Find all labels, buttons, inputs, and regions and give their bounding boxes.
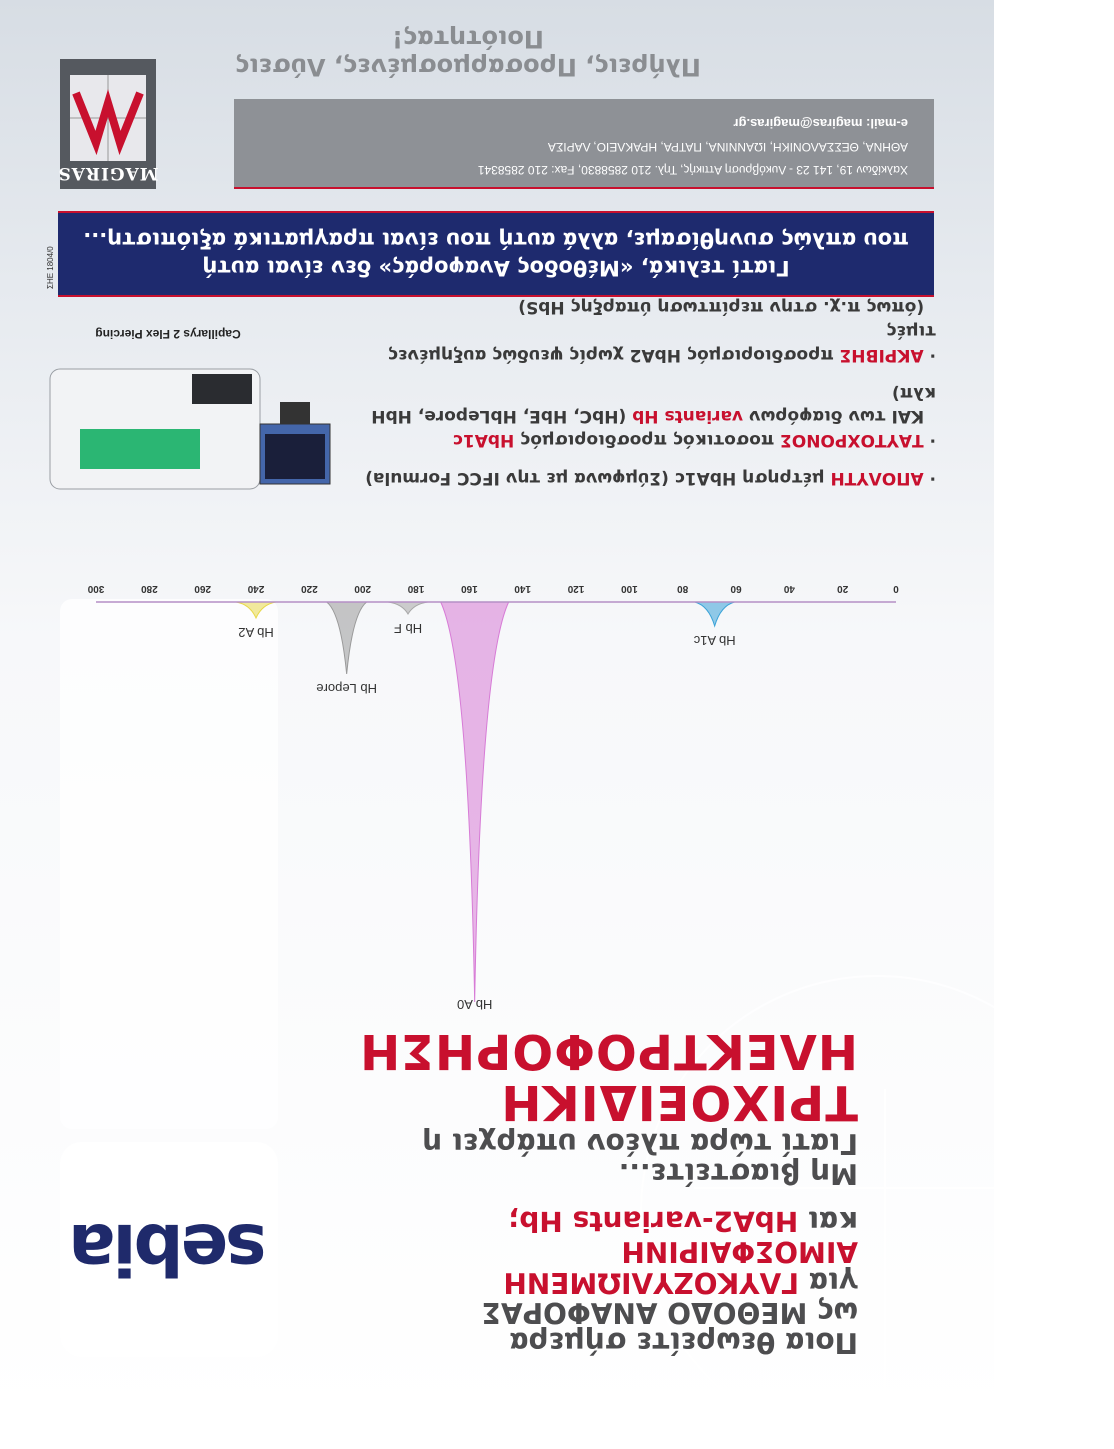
headline [298, 1024, 858, 1357]
x-tick-2: 40 [783, 583, 795, 594]
x-tick-8: 160 [460, 583, 478, 594]
peak-label-4: Hb A2 [238, 625, 274, 640]
x-tick-0: 0 [893, 583, 899, 594]
bullet-1: · ΑΠΟΛΥΤΗ μέτρηση HbA1c (Σύμφωνα με την IFCC Formula) [365, 468, 936, 488]
background-crosshair-v [884, 1089, 886, 1419]
document-code: ΣΗΕ 1804/0 [46, 246, 55, 289]
address-line-2: ΑΘΗΝΑ, ΘΕΣΣΑΛΟΝΙΚΗ, ΙΩΑΝΝΙΝΑ, ΠΑΤΡΑ, ΗΡΑΚΛΕΙΟ, ΛΑΡΙΣΑ [547, 140, 908, 155]
sebia-logo [60, 1142, 278, 1357]
headline-line-1: Ποια θεωρείτε σήμερα [509, 1326, 858, 1359]
x-tick-12: 240 [247, 583, 265, 594]
x-tick-4: 80 [677, 583, 689, 594]
x-tick-9: 180 [407, 583, 425, 594]
magiras-logo [57, 59, 159, 189]
x-tick-15: 300 [87, 583, 105, 594]
statement-banner [58, 211, 934, 297]
bullet-1-text: μέτρηση HbA1c (Σύμφωνα με την IFCC Formula) [365, 468, 831, 488]
x-tick-7: 140 [514, 583, 532, 594]
peak-label-2: Hb F [393, 621, 423, 636]
bullet-2-text: ποσοτικός προσδιορισμός [514, 430, 781, 451]
banner-line-1: Γιατί τελικά, «Μέθοδος Αναφοράς» δεν είναι αυτή [202, 256, 790, 281]
slogan: Πλήρεις, Προσαρμοσμένες, Λύσεις Ποιότητας! [235, 25, 701, 81]
peak-2 [388, 602, 428, 614]
x-tick-5: 100 [620, 583, 638, 594]
bullet-2-line2-prefix: ΚΑΙ των διαφόρων [743, 406, 925, 427]
peak-3 [327, 602, 367, 674]
peak-label-0: Hb A1c [693, 633, 736, 648]
electropherogram-chart [87, 564, 899, 1014]
headline-line-3 [298, 1235, 858, 1299]
headline-prefix-4: και [798, 1205, 858, 1239]
bullet-2-line2-suffix: (HbC, HbE, HbLepore, HbH κλπ) [371, 382, 936, 427]
bullet-3-text: προσδιορισμός HbA2 χωρίς ψευδώς αυξημένες τιμές [387, 321, 936, 365]
bullet-2: · ΤΑΥΤΟΧΡΟΝΟΣ ποσοτικός προσδιορισμός HbA1c ΚΑΙ των διαφόρων variants Hb (HbC, HbE, HbLepore, HbH κλπ) [371, 382, 936, 451]
x-tick-11: 220 [300, 583, 318, 594]
bullet-2-red: ΤΑΥΤΟΧΡΟΝΟΣ [780, 430, 924, 451]
x-tick-3: 60 [730, 583, 742, 594]
peak-0 [695, 602, 735, 626]
headline-line-4 [298, 1205, 858, 1239]
headline-line-8: ΗΛΕΚΤΡΟΦΟΡΗΣΗ [359, 1022, 858, 1079]
instrument-caption: Capillarys 2 Flex Piercing [95, 327, 241, 341]
headline-red-4: HbA2-variants Hb; [508, 1205, 799, 1239]
headline-line-7: ΤΡΙΧΟΕΙΔΙΚΗ [500, 1074, 858, 1131]
bullet-3-line2: (όπως π.χ. στην περίπτωση ύπαρξης HbS) [518, 297, 925, 318]
sebia-logo-text: sebia [71, 1208, 267, 1291]
headline-line-6: Γιατί τώρα πλέον υπάρχει η [422, 1126, 858, 1160]
headline-prefix-3: για [799, 1265, 858, 1299]
x-tick-6: 120 [567, 583, 585, 594]
x-tick-13: 260 [194, 583, 212, 594]
x-tick-1: 20 [837, 583, 849, 594]
peak-label-3: Hb Lepore [316, 681, 378, 696]
capillarys-instrument-image [40, 324, 330, 514]
bullet-2-line2-red: variants Hb [632, 406, 744, 427]
email-link[interactable]: e-mail: magiras@magiras.gr [733, 116, 908, 132]
headline-red-3: ΓΛΥΚΟΖΥΛΙΩΜΕΝΗ ΑΙΜΟΣΦΑΙΡΙΝΗ [503, 1235, 858, 1299]
contact-bar [234, 99, 934, 189]
bullet-2-red2: HbA1c [452, 430, 515, 451]
magiras-logo-mark [68, 73, 148, 163]
peak-1 [441, 602, 509, 1002]
banner-line-2: που απλώς συνηθίσαμε, αλλά αυτή που είναι πραγματικά αξιόπιστη... [83, 228, 909, 252]
x-tick-14: 280 [140, 583, 158, 594]
bullet-1-red: ΑΠΟΛΥΤΗ [830, 468, 924, 488]
x-tick-10: 200 [354, 583, 372, 594]
peak-label-1: Hb A0 [456, 997, 493, 1012]
magiras-logo-text: MAGIRAS [57, 163, 159, 183]
peak-4 [236, 602, 276, 618]
feature-list [336, 280, 936, 489]
address-line-1: Χαλκίδων 19, 141 23 - Λυκόβρυση Αττικής, Τηλ. 210 2858830, Fax: 210 2858341 [477, 163, 908, 177]
bullet-3: · ΑΚΡΙΒΗΣ προσδιορισμός HbA2 χωρίς ψευδώς αυξημένες τιμές (όπως π.χ. στην περίπτωση ύπαρξης HbS) [387, 297, 936, 365]
bullet-3-red: ΑΚΡΙΒΗΣ [839, 344, 924, 365]
headline-line-5: Μη βιαστείτε... [618, 1156, 858, 1190]
headline-line-2: ως ΜΕΘΟΔΟ ΑΝΑΦΟΡΑΣ [481, 1295, 858, 1329]
